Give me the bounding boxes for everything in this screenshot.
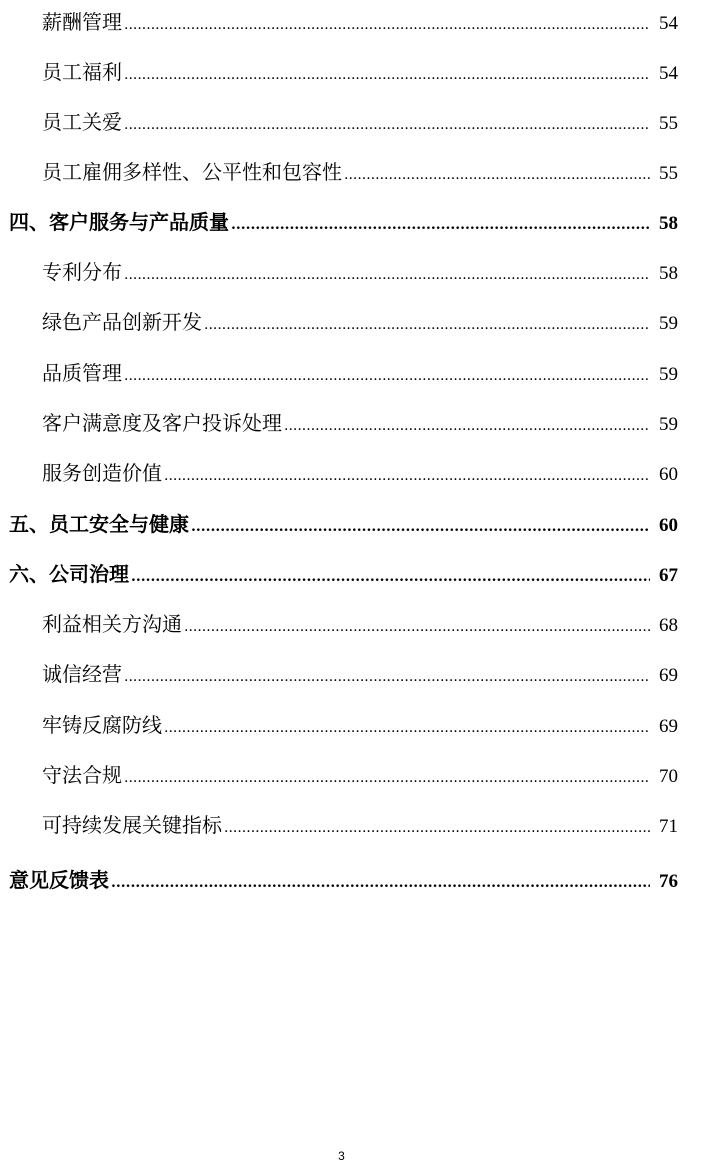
toc-section-label: 四、客户服务与产品质量	[9, 210, 229, 234]
toc-dot-leader	[284, 411, 650, 441]
toc-entry-page: 54	[659, 13, 678, 34]
toc-dot-leader	[204, 310, 650, 340]
toc-entry-label: 服务创造价值	[42, 461, 162, 485]
toc-entry-page: 69	[659, 665, 678, 686]
toc-entry-label: 绿色产品创新开发	[42, 310, 202, 334]
toc-entry-label: 利益相关方沟通	[42, 612, 182, 636]
toc-entry[interactable]	[42, 810, 678, 840]
toc-dot-leader	[124, 662, 650, 692]
toc-dot-leader	[224, 813, 650, 843]
toc-dot-leader	[191, 512, 650, 542]
toc-dot-leader	[231, 210, 650, 240]
toc-entry[interactable]	[42, 257, 678, 287]
toc-entry[interactable]	[42, 659, 678, 689]
toc-section-page: 60	[659, 515, 678, 536]
toc-entry[interactable]	[42, 710, 678, 740]
toc-entry-label: 品质管理	[42, 361, 122, 385]
toc-entry[interactable]	[42, 458, 678, 488]
toc-section-label: 六、公司治理	[9, 562, 129, 586]
toc-dot-leader	[124, 110, 650, 140]
toc-dot-leader	[124, 361, 650, 391]
toc-entry-page: 68	[659, 615, 678, 636]
toc-dot-leader	[164, 713, 650, 743]
toc-dot-leader	[111, 868, 650, 898]
toc-entry-page: 58	[659, 263, 678, 284]
toc-entry-label: 专利分布	[42, 260, 122, 284]
toc-entry-label: 员工关爱	[42, 110, 122, 134]
toc-entry-page: 59	[659, 414, 678, 435]
toc-dot-leader	[164, 461, 650, 491]
toc-section-label: 意见反馈表	[9, 868, 109, 892]
toc-section-entry[interactable]	[9, 865, 678, 895]
toc-dot-leader	[344, 160, 650, 190]
toc-entry-label: 客户满意度及客户投诉处理	[42, 411, 282, 435]
toc-section-entry[interactable]	[9, 207, 678, 237]
toc-entry-page: 59	[659, 364, 678, 385]
toc-entry[interactable]	[42, 107, 678, 137]
page-number: 3	[338, 1149, 345, 1163]
toc-entry[interactable]	[42, 57, 678, 87]
toc-dot-leader	[124, 60, 650, 90]
toc-entry[interactable]	[42, 760, 678, 790]
toc-dot-leader	[184, 612, 650, 642]
toc-section-page: 76	[659, 871, 678, 892]
toc-entry[interactable]	[42, 408, 678, 438]
toc-entry-page: 59	[659, 313, 678, 334]
toc-section-entry[interactable]	[9, 509, 678, 539]
toc-section-page: 67	[659, 565, 678, 586]
toc-section-label: 五、员工安全与健康	[9, 512, 189, 536]
toc-dot-leader	[131, 562, 650, 592]
toc-entry[interactable]	[42, 358, 678, 388]
toc-entry-label: 薪酬管理	[42, 10, 122, 34]
toc-entry[interactable]	[42, 307, 678, 337]
toc-dot-leader	[124, 260, 650, 290]
toc-entry-page: 69	[659, 716, 678, 737]
toc-entry-label: 牢铸反腐防线	[42, 713, 162, 737]
toc-entry-label: 员工福利	[42, 60, 122, 84]
toc-entry-page: 55	[659, 163, 678, 184]
toc-entry-page: 70	[659, 766, 678, 787]
toc-entry-page: 54	[659, 63, 678, 84]
toc-entry-label: 守法合规	[42, 763, 122, 787]
toc-entry[interactable]	[42, 609, 678, 639]
toc-entry-page: 71	[659, 816, 678, 837]
toc-entry[interactable]	[42, 7, 678, 37]
toc-dot-leader	[124, 763, 650, 793]
toc-entry[interactable]	[42, 157, 678, 187]
toc-section-entry[interactable]	[9, 559, 678, 589]
toc-section-page: 58	[659, 213, 678, 234]
toc-entry-label: 诚信经营	[42, 662, 122, 686]
toc-entry-label: 员工雇佣多样性、公平性和包容性	[42, 160, 342, 184]
toc-entry-label: 可持续发展关键指标	[42, 813, 222, 837]
toc-entry-page: 55	[659, 113, 678, 134]
toc-entry-page: 60	[659, 464, 678, 485]
toc-dot-leader	[124, 10, 650, 40]
